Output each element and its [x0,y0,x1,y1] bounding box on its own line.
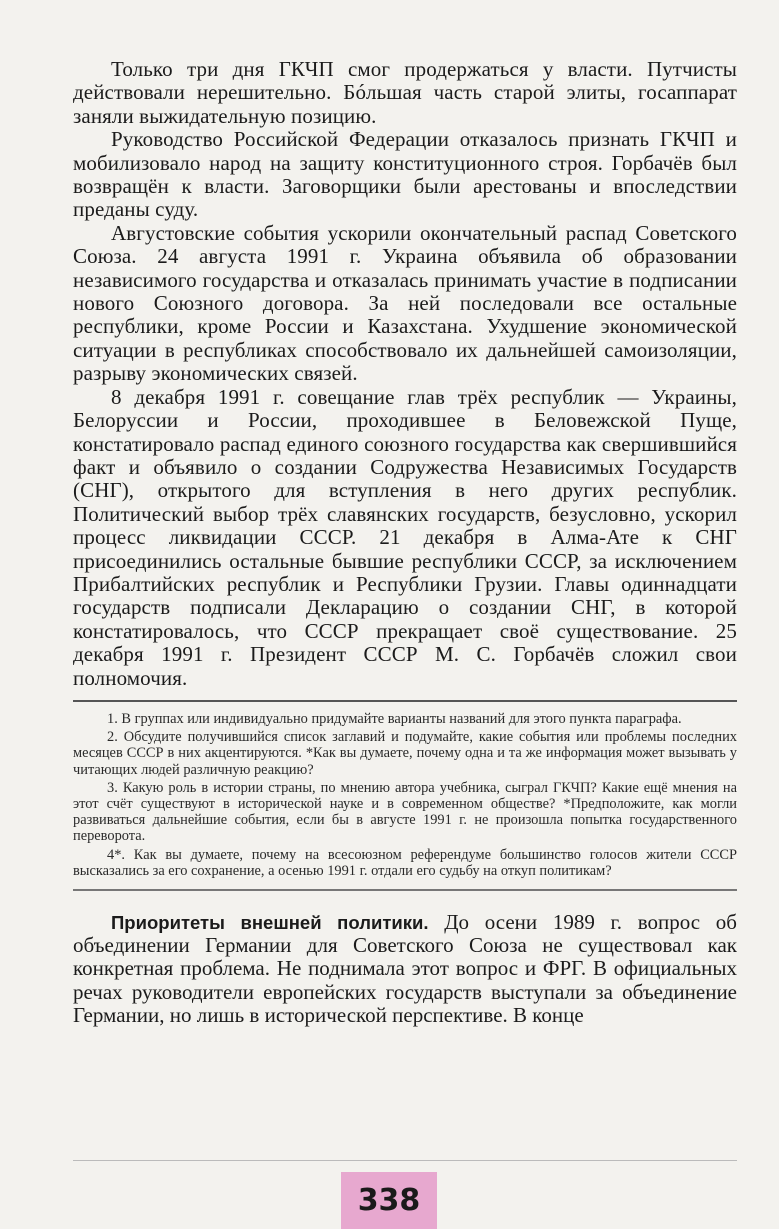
paragraph-2: Руководство Российской Федерации отказалось признать ГКЧП и мобилизовало народ на защиту конституционного строя. Горбачёв был возвращён к власти. Заговорщики были арестованы и впоследствии преданы суду. [73,127,737,222]
section-foreign-policy [73,911,737,1028]
page-number: 338 [341,1172,437,1229]
questions-top-divider [73,700,737,702]
section-paragraph [73,911,737,1028]
paragraph-4: 8 декабря 1991 г. совещание глав трёх республик — Украины, Белоруссии и России, проходившее в Беловежской Пуще, констатировало распад единого союзного государства как свершившийся факт и объявило о создании Содружества Независимых Государств (СНГ), открытого для вступления в него других республик. Политический выбор трёх славянских государств, безусловно, ускорил процесс ликвидации СССР. 21 декабря в Алма-Ате к СНГ присоединились остальные бывшие республики СССР, за исключением Прибалтийских республик и Республики Грузии. Главы одиннадцати государств подписали Декларацию о создании СНГ, в которой констатировалось, что СССР прекращает своё существование. 25 декабря 1991 г. Президент СССР М. С. Горбачёв сложил свои полномочия. [73,384,737,690]
paragraph-3: Августовские события ускорили окончательный распад Советского Союза. 24 августа 1991 г. Украина объявила об образовании независимого государства и отказалась принимать участие в подписании нового Союзного договора. За ней последовали все остальные республики, кроме России и Казахстана. Ухудшение экономической ситуации в республиках способствовало их дальнейшей самоизоляции, разрыву экономических связей. [73,220,737,386]
section-text: До осени 1989 г. вопрос об объединении Германии для Советского Союза не существовал как конкретная проблема. Не поднимала этот вопрос и ФРГ. В официальных речах руководители европейских государств выступали за объединение Германии, но лишь в исторической перспективе. В конце [73,909,737,1028]
question-4: 4*. Как вы думаете, почему на всесоюзном референдуме большинство голосов жители СССР высказались за его сохранение, а осенью 1991 г. отдали его судьбу на откуп политикам? [73,846,737,879]
main-text [73,58,737,690]
questions-block [73,711,737,879]
footer-divider [73,1160,737,1161]
section-heading: Приоритеты внешней политики. [111,911,429,933]
question-2: 2. Обсудите получившийся список заглавий и подумайте, какие события или проблемы последних месяцев СССР в них акцентируются. *Как вы думаете, почему одна и та же информация может вызывать у читающих людей различную реакцию? [73,729,737,778]
question-3: 3. Какую роль в истории страны, по мнению автора учебника, сыграл ГКЧП? Какие ещё мнения на этот счёт существуют в исторической науке и в современном обществе? *Предположите, как могли развиваться дальнейшие события, если бы в августе 1991 г. не произошла попытка государственного переворота. [73,779,737,845]
question-1: 1. В группах или индивидуально придумайте варианты названий для этого пункта параграфа. [107,710,682,727]
paragraph-1: Только три дня ГКЧП смог продержаться у власти. Путчисты действовали нерешительно. Бóльшая часть старой элиты, госаппарат заняли выжидательную позицию. [73,57,737,128]
questions-bottom-divider [73,889,737,891]
